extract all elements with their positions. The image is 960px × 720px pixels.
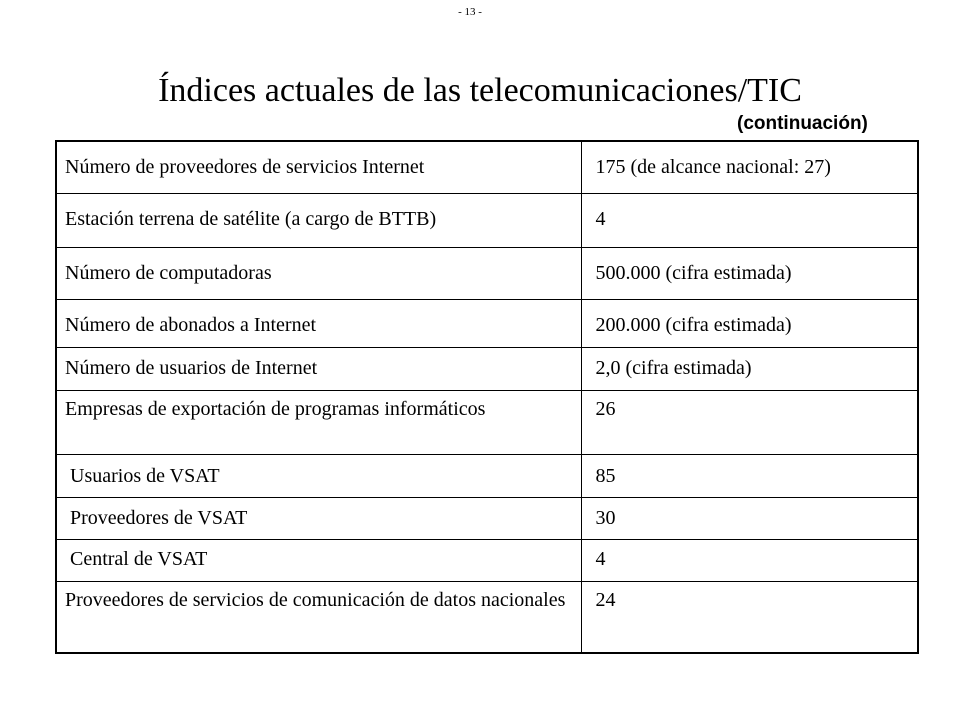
row-label: Central de VSAT: [56, 539, 581, 581]
row-value: 26: [581, 390, 918, 454]
row-value: 4: [581, 193, 918, 247]
row-value: 200.000 (cifra estimada): [581, 299, 918, 347]
row-value: 30: [581, 497, 918, 539]
row-value: 85: [581, 454, 918, 497]
row-label: Usuarios de VSAT: [56, 454, 581, 497]
table-row: [56, 581, 918, 653]
row-value: 500.000 (cifra estimada): [581, 247, 918, 299]
table-row: [56, 454, 918, 497]
table-row: [56, 497, 918, 539]
row-value: 2,0 (cifra estimada): [581, 347, 918, 390]
row-label: Número de proveedores de servicios Internet: [56, 141, 581, 193]
row-label: Empresas de exportación de programas informáticos: [56, 390, 581, 454]
row-label: Número de abonados a Internet: [56, 299, 581, 347]
table-row: [56, 141, 918, 193]
table-row: [56, 299, 918, 347]
table-row: [56, 539, 918, 581]
row-label: Estación terrena de satélite (a cargo de BTTB): [56, 193, 581, 247]
table-row: [56, 390, 918, 454]
row-label: Proveedores de servicios de comunicación de datos nacionales: [56, 581, 581, 653]
page-subtitle: (continuación): [737, 113, 868, 134]
row-value: 175 (de alcance nacional: 27): [581, 141, 918, 193]
table-row: [56, 247, 918, 299]
row-label: Número de computadoras: [56, 247, 581, 299]
table-row: [56, 347, 918, 390]
row-label: Número de usuarios de Internet: [56, 347, 581, 390]
page-title: Índices actuales de las telecomunicaciones/TIC: [158, 72, 802, 109]
row-value: 4: [581, 539, 918, 581]
row-value: 24: [581, 581, 918, 653]
table-row: [56, 193, 918, 247]
indicators-table: [55, 140, 919, 654]
page-number: - 13 -: [458, 6, 482, 18]
row-label: Proveedores de VSAT: [56, 497, 581, 539]
